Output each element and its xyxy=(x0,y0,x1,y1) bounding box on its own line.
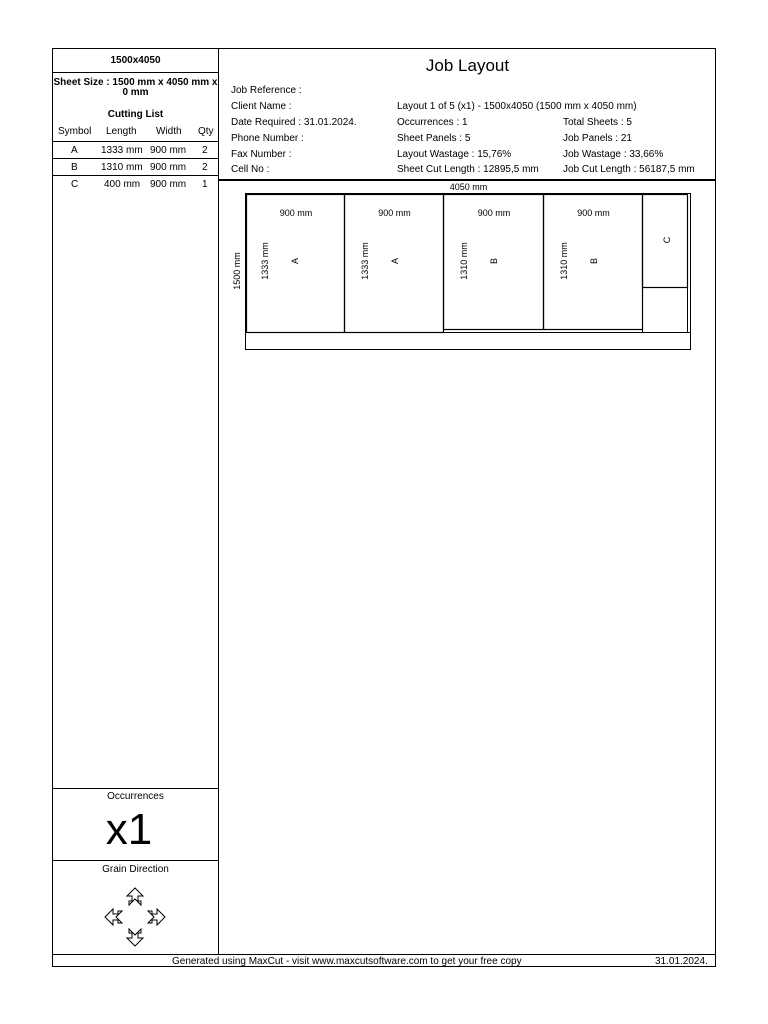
cell-no: Cell No : xyxy=(231,164,270,175)
panel-width-label: 900 mm xyxy=(378,208,411,218)
row-width: 900 mm xyxy=(150,162,187,173)
panel-length-label: 1333 mm xyxy=(260,242,270,280)
layout-wastage: Layout Wastage : 15,76% xyxy=(397,149,512,160)
occurrences-divider xyxy=(53,788,218,789)
row-qty: 2 xyxy=(202,145,208,156)
col-qty: Qty xyxy=(198,126,214,137)
row-qty: 1 xyxy=(202,179,208,190)
occurrences-value: x1 xyxy=(105,805,153,854)
footer-date: 31.01.2024. xyxy=(655,956,708,967)
grain-divider xyxy=(53,860,218,861)
panel-length-label: 1310 mm xyxy=(559,242,569,280)
sheet-size-line1: Sheet Size : 1500 mm x 4050 mm x xyxy=(53,77,218,88)
panel-length-label: 1310 mm xyxy=(459,242,469,280)
sheet-size-line2: 0 mm xyxy=(122,87,149,98)
grain-direction-icon xyxy=(104,887,166,947)
grain-label: Grain Direction xyxy=(102,864,169,875)
col-symbol: Symbol xyxy=(58,126,92,137)
cutting-list-header xyxy=(53,124,218,141)
panel-symbol: B xyxy=(589,258,599,265)
occurrences-info: Occurrences : 1 xyxy=(397,117,468,128)
left-column-divider xyxy=(218,48,219,954)
cutting-list-header-line xyxy=(53,141,218,142)
page-title: Job Layout xyxy=(425,56,510,75)
panel-symbol: A xyxy=(290,258,300,265)
row-length: 1310 mm xyxy=(101,162,143,173)
job-wastage: Job Wastage : 33,66% xyxy=(563,149,664,160)
panel-symbol: C xyxy=(662,236,672,244)
sheet-height-label: 1500 mm xyxy=(232,252,242,290)
row-line xyxy=(53,175,218,176)
col-width: Width xyxy=(156,126,182,137)
date-required: Date Required : 31.01.2024. xyxy=(231,117,357,128)
footer-divider xyxy=(52,954,716,955)
row-line xyxy=(53,158,218,159)
row-width: 900 mm xyxy=(150,145,187,156)
panel-width-label: 900 mm xyxy=(477,208,511,218)
row-width: 900 mm xyxy=(150,179,187,190)
sheet-name: 1500x4050 xyxy=(110,55,161,66)
sheet-width-label: 4050 mm xyxy=(449,182,488,192)
job-panels: Job Panels : 21 xyxy=(563,133,632,144)
row-qty: 2 xyxy=(202,162,208,173)
job-cut-length: Job Cut Length : 56187,5 mm xyxy=(563,164,695,175)
job-reference: Job Reference : xyxy=(231,85,302,96)
panel-symbol: A xyxy=(390,258,400,265)
header-divider xyxy=(218,179,716,181)
table-row xyxy=(53,177,218,194)
row-symbol: B xyxy=(71,162,78,173)
panel-length-label: 1333 mm xyxy=(360,242,370,280)
col-length: Length xyxy=(106,126,137,137)
panel-symbol: B xyxy=(489,258,499,265)
panel-width-label: 900 mm xyxy=(577,208,610,218)
row-length: 1333 mm xyxy=(101,145,143,156)
fax-number: Fax Number : xyxy=(231,149,292,160)
panel-width-label: 900 mm xyxy=(279,208,313,218)
row-length: 400 mm xyxy=(104,179,141,190)
phone-number: Phone Number : xyxy=(231,133,304,144)
row-symbol: A xyxy=(71,145,78,156)
client-name: Client Name : xyxy=(231,101,292,112)
cutting-list-title: Cutting List xyxy=(107,109,164,120)
sheet-cut-length: Sheet Cut Length : 12895,5 mm xyxy=(397,164,539,175)
footer-generated-text: Generated using MaxCut - visit www.maxcutsoftware.com to get your free copy xyxy=(172,956,522,967)
total-sheets: Total Sheets : 5 xyxy=(563,117,632,128)
sheet-name-underline xyxy=(53,72,218,73)
layout-info: Layout 1 of 5 (x1) - 1500x4050 (1500 mm x 4050 mm) xyxy=(397,101,637,112)
row-symbol: C xyxy=(71,179,79,190)
occurrences-label: Occurrences xyxy=(107,791,164,802)
sheet-panels: Sheet Panels : 5 xyxy=(397,133,471,144)
